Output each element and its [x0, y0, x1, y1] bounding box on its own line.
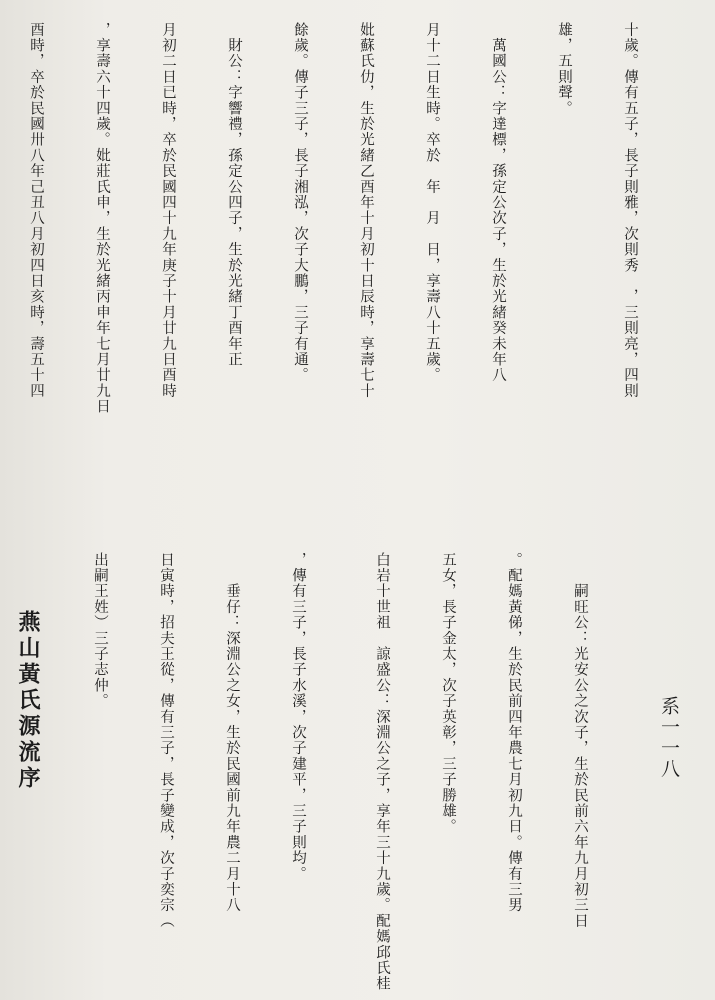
text-line: ，傳有三子，長子水溪，次子建平，三子則均。	[290, 552, 306, 882]
text-line: ，享壽六十四歲。妣莊氏申，生於光緒丙申年七月廿九日	[94, 22, 110, 415]
text-line: 白岩十世祖 諒盛公：深淵公之子，享年三十九歲。配媽邱氏桂	[374, 552, 390, 992]
top-genealogy-block	[0, 22, 685, 492]
text-line: 出嗣王姓）三子志仲。	[92, 552, 108, 709]
text-line: 餘歲。傳子三子，長子湘泓，次子大鵬，三子有通。	[292, 22, 308, 384]
text-line: 萬國公：字達標，孫定公次子，生於光緒癸未年八	[490, 22, 506, 384]
page-number: 系一一八	[658, 696, 680, 780]
text-line: 日寅時，招夫王從，傳有三子，長子變成，次子奕宗（	[158, 552, 174, 929]
bottom-genealogy-block	[0, 552, 635, 992]
text-line: 嗣旺公：光安公之次子，生於民前六年九月初三日	[572, 552, 588, 929]
text-line: 月初二日已時，卒於民國四十九年庚子十月廿九日酉時	[160, 22, 176, 399]
text-line: 。配媽黃俤，生於民前四年農七月初九日。傳有三男	[506, 552, 522, 914]
text-line: 妣蘇氏仂，生於光緒乙酉年十月初十日辰時，享壽七十	[358, 22, 374, 399]
text-line: 十歲。傳有五子，長子則雅，次則秀 ，三則亮，四則	[622, 22, 638, 399]
text-line: 酉時，卒於民國卅八年己丑八月初四日亥時，壽五十四	[28, 22, 44, 399]
text-line: 五女，長子金太，次子英彰，三子勝雄。	[440, 552, 456, 835]
text-line: 垂仔：深淵公之女，生於民國前九年農二月十八	[224, 552, 240, 914]
section-heading: 燕山黃氏源流序	[15, 610, 41, 792]
text-line: 財公：字響禮，孫定公四子，生於光緒丁酉年正	[226, 22, 242, 368]
text-line: 雄，五則聲。	[556, 22, 572, 117]
text-line: 月十二日生時。卒於 年 月 日，享壽八十五歲。	[424, 22, 440, 384]
